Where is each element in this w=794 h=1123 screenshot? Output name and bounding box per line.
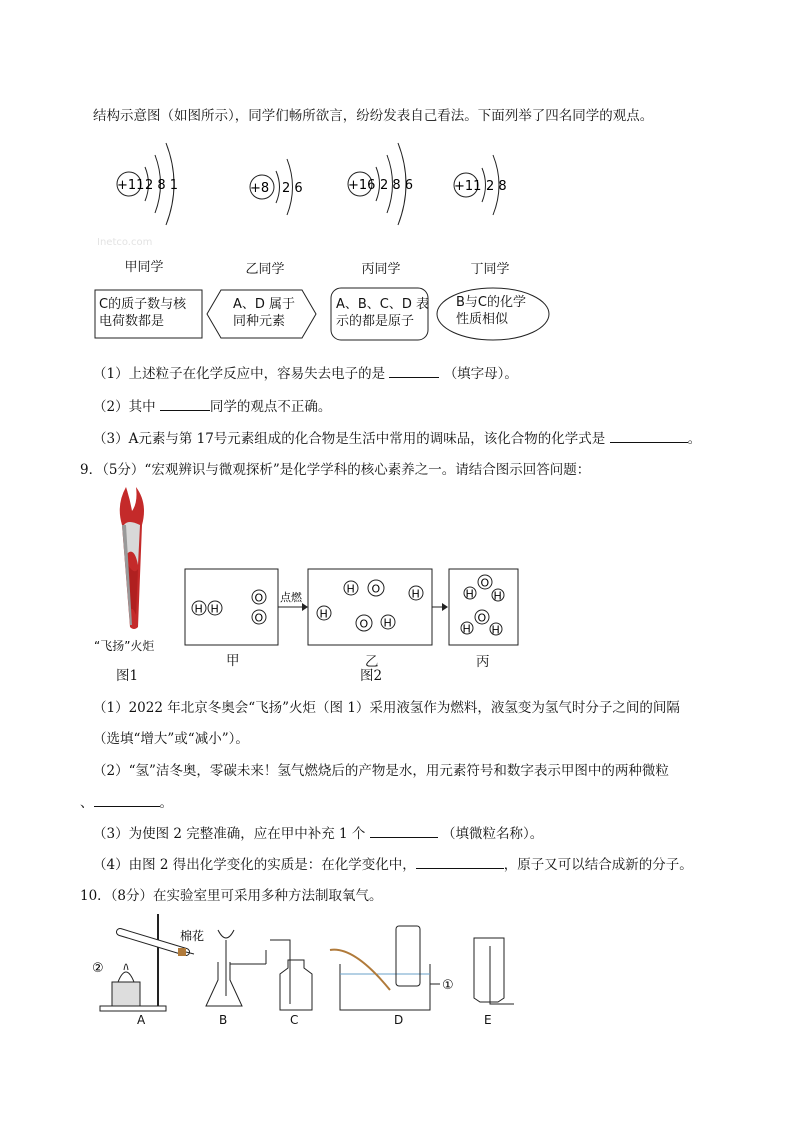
svg-text:H: H bbox=[411, 587, 420, 601]
box-label-bing: 丙 bbox=[476, 654, 490, 670]
q9-part2-line1: （2）“氢”洁冬奥，零碳未来！氢气燃烧后的产物是水，用元素符号和数字表示甲图中的两种微粒 bbox=[93, 763, 669, 779]
svg-text:O: O bbox=[371, 582, 381, 596]
apparatus-label-d: D bbox=[394, 1013, 404, 1027]
q9-part4: （4）由图 2 得出化学变化的实质是：在化学变化中， ，原子又可以结合成新的分子。 bbox=[93, 857, 693, 873]
o2-molecule bbox=[252, 590, 266, 625]
reaction-diagram bbox=[180, 560, 530, 655]
student-label-1: 甲同学 bbox=[124, 260, 164, 275]
svg-text:H: H bbox=[493, 589, 502, 603]
opinion-2: A、D 属于 同种元素 bbox=[233, 297, 296, 329]
atom-4-shells: 2 8 bbox=[486, 179, 507, 194]
water-molecules bbox=[461, 575, 504, 637]
svg-text:O: O bbox=[480, 576, 490, 590]
q9-part1-line1: （1）2022 年北京冬奥会“飞扬”火炬（图 1）采用液氢作为燃料，液氢变为氢气时分子之间的间隔 bbox=[93, 700, 680, 716]
svg-text:O: O bbox=[254, 611, 264, 625]
cotton-label: 棉花 bbox=[180, 929, 205, 943]
q9-part2-line2: 、 。 bbox=[80, 795, 173, 811]
svg-text:H: H bbox=[210, 602, 219, 616]
atom-1-shells: 2 8 1 bbox=[145, 178, 179, 193]
svg-text:H: H bbox=[383, 616, 392, 630]
opinion-3: A、B、C、D 表 示的都是原子 bbox=[336, 297, 430, 329]
torch-caption: “飞扬”火炬 bbox=[94, 639, 155, 653]
atom-3-nucleus: +16 bbox=[348, 178, 376, 193]
atom-diagrams bbox=[100, 135, 560, 245]
apparatus-a bbox=[92, 914, 204, 1011]
h2-molecule bbox=[192, 601, 222, 616]
label-1: ① bbox=[442, 978, 454, 993]
svg-text:O: O bbox=[477, 611, 487, 625]
opinion-1: C的质子数与核 电荷数都是 bbox=[99, 297, 187, 329]
svg-text:O: O bbox=[254, 591, 264, 605]
label-2: ② bbox=[92, 961, 104, 976]
q9-title: 9．（5分）“宏观辨识与微观探析”是化学学科的核心素养之一。请结合图示回答问题： bbox=[80, 462, 591, 478]
torch-illustration bbox=[108, 485, 158, 635]
svg-text:O: O bbox=[359, 617, 369, 631]
lab-apparatus bbox=[90, 910, 530, 1030]
atom-diagram-2 bbox=[250, 159, 303, 215]
apparatus-label-a: A bbox=[137, 1013, 146, 1027]
atom-diagram-4 bbox=[454, 155, 507, 215]
atom-2-nucleus: +8 bbox=[250, 181, 270, 196]
intro-text: 结构示意图（如图所示），同学们畅所欲言，纷纷发表自己看法。下面列举了四名同学的观点。 bbox=[93, 108, 654, 124]
atom-2-shells: 2 6 bbox=[282, 181, 303, 196]
q10-title: 10．（8分）在实验室里可采用多种方法制取氧气。 bbox=[80, 888, 383, 904]
svg-text:H: H bbox=[319, 607, 328, 621]
svg-text:H: H bbox=[194, 602, 203, 616]
q9-part1-line2: （选填“增大”或“减小”）。 bbox=[93, 731, 249, 747]
atom-diagram-3 bbox=[348, 143, 413, 225]
svg-text:H: H bbox=[462, 622, 471, 636]
apparatus-label-b: B bbox=[219, 1013, 228, 1027]
svg-text:H: H bbox=[491, 623, 500, 637]
figure-2-label: 图2 bbox=[360, 668, 383, 684]
atom-4-nucleus: +11 bbox=[454, 179, 482, 194]
figure-1-label: 图1 bbox=[116, 668, 139, 684]
atom-1-nucleus: +11 bbox=[117, 178, 145, 193]
apparatus-label-c: C bbox=[290, 1013, 299, 1027]
svg-text:H: H bbox=[465, 587, 474, 601]
q9-part3: （3）为使图 2 完整准确，应在甲中补充 1 个 （填微粒名称）。 bbox=[93, 826, 544, 842]
opinion-4: B与C的化学 性质相似 bbox=[456, 295, 526, 327]
student-label-3: 丙同学 bbox=[361, 262, 401, 277]
q8-part3: （3）A元素与第 17号元素组成的化合物是生活中常用的调味品，该化合物的化学式是 。 bbox=[93, 431, 702, 447]
apparatus-d bbox=[330, 926, 454, 1010]
box-label-jia: 甲 bbox=[226, 653, 240, 669]
ignite-label: 点燃 bbox=[280, 591, 302, 604]
apparatus-b bbox=[206, 930, 266, 1006]
apparatus-c bbox=[270, 940, 312, 1010]
student-label-2: 乙同学 bbox=[245, 262, 285, 277]
atom-3-shells: 2 8 6 bbox=[380, 178, 414, 193]
q8-part2: （2）其中 同学的观点不正确。 bbox=[93, 399, 332, 415]
box-label-yi: 乙 bbox=[365, 654, 379, 670]
svg-text:H: H bbox=[346, 582, 355, 596]
watermark: Inetco.com bbox=[97, 237, 153, 248]
q8-part1: （1）上述粒子在化学反应中，容易失去电子的是 （填字母）。 bbox=[93, 366, 518, 382]
student-label-4: 丁同学 bbox=[470, 262, 510, 277]
apparatus-e bbox=[474, 938, 514, 1004]
free-atoms bbox=[317, 580, 423, 631]
apparatus-label-e: E bbox=[484, 1013, 492, 1027]
atom-diagram-1 bbox=[117, 143, 178, 225]
